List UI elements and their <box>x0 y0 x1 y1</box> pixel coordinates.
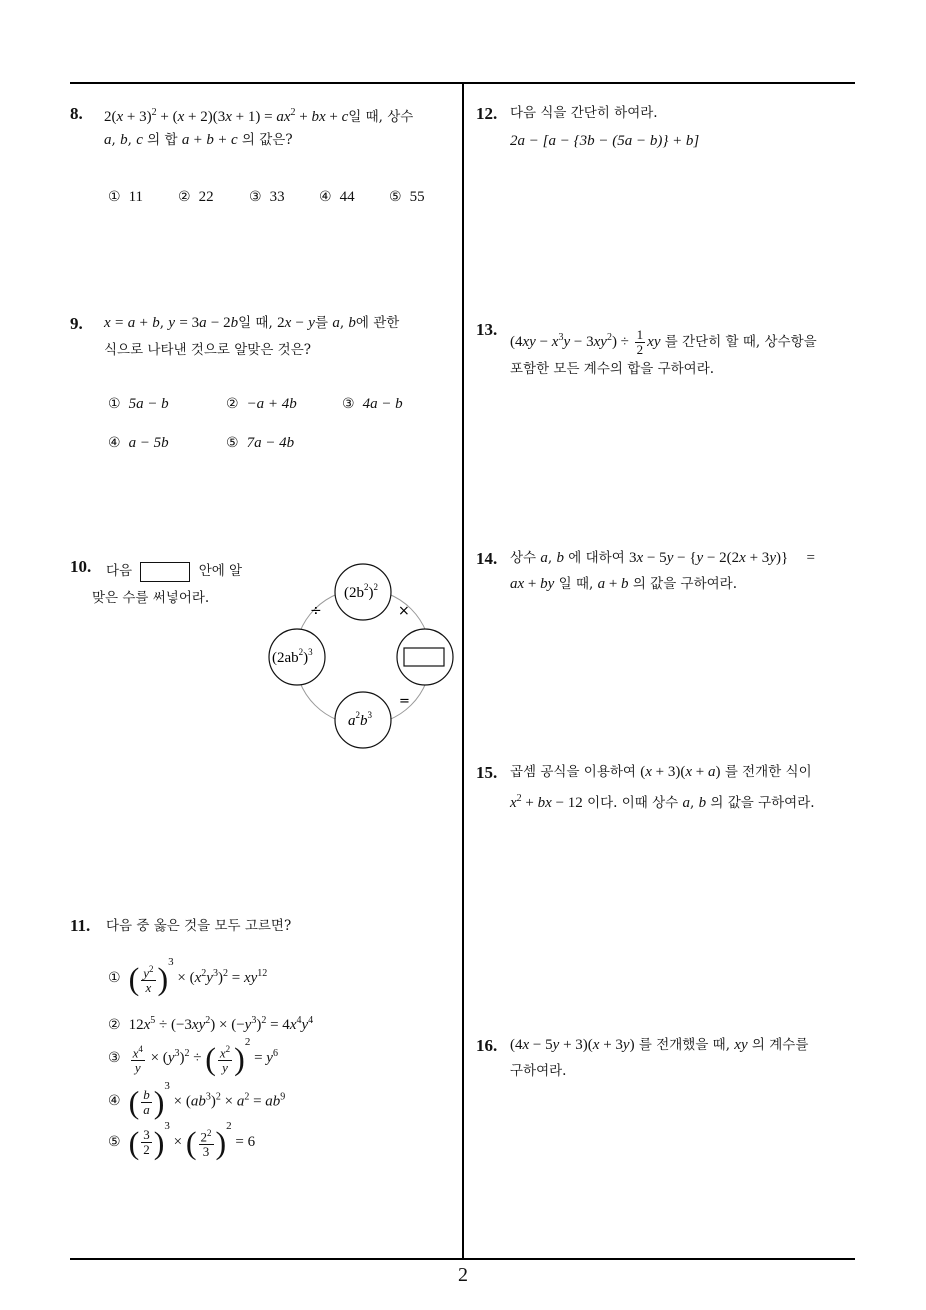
diagram-label-bottom: $a^2b^3$ <box>348 710 372 729</box>
question-text-line1: 곱셈 공식을 이용하여 (x + 3)(x + a) 를 전개한 식이 <box>510 764 812 780</box>
choice-3[interactable]: ③ $\frac{x^4}{y}$ × $(y^3)^2$ ÷ ( $\frac{x^2}{y}$ )$^2 = y^6$ <box>108 1036 278 1077</box>
question-number: 8. <box>70 104 83 123</box>
question-text: 다음 중 옳은 것을 모두 고르면? <box>106 918 292 934</box>
question-text-line1: x = a + b, y = 3a − 2b일 때, 2x − y를 a, b에 관한 <box>104 315 400 331</box>
question-number: 12. <box>476 104 498 123</box>
answer-box[interactable] <box>140 562 190 582</box>
diagram-answer-box[interactable] <box>404 648 444 666</box>
bottom-rule <box>70 1258 855 1260</box>
question-text-line1: (4x − 5y + 3)(x + 3y) 를 전개했을 때, xy 의 계수를 <box>510 1037 809 1053</box>
choice-2[interactable]: ② $12x^5 \div (-3xy^2) \times (-y^3)^2 = 4x^4y^4$ <box>108 1015 314 1033</box>
choice-2[interactable]: ② 22 <box>178 189 214 205</box>
diagram-label-left: $(2ab^2)^3$ <box>272 647 313 666</box>
choice-4[interactable]: ④ ( $\frac{b}{a}$ )$^3 \times (ab^3)^2 \times a^2 = ab^9$ <box>108 1080 286 1120</box>
cycle-diagram <box>262 560 462 750</box>
choice-4[interactable]: ④ 44 <box>319 189 355 205</box>
question-text-line1: $2(x + 3)^2 + (x + 2)(3x + 1) = ax^2$ + bx + c일 때, 상수 <box>104 107 414 125</box>
choice-1[interactable]: ① ( $\frac{y^2}{x}$ )$^3 \times (x^2y^3)^2 = xy^{12}$ <box>108 956 268 997</box>
question-text-line2: 구하여라. <box>510 1063 567 1079</box>
question-number: 9. <box>70 314 83 333</box>
choice-3[interactable]: ③ 4a − b <box>342 396 403 412</box>
question-text-line2: ax + by 일 때, a + b 의 값을 구하여라. <box>510 576 738 592</box>
multiply-operator: × <box>398 603 410 619</box>
question-text-line2: 포함한 모든 계수의 합을 구하여라. <box>510 361 715 377</box>
choice-1[interactable]: ① 5a − b <box>108 396 169 412</box>
choice-1[interactable]: ① 11 <box>108 189 144 205</box>
question-text: 다음 식을 간단히 하여라. <box>510 105 658 121</box>
page-number: 2 <box>458 1264 468 1286</box>
choice-4[interactable]: ④ a − 5b <box>108 435 169 451</box>
choice-5[interactable]: ⑤ 7a − 4b <box>226 435 295 451</box>
question-number: 15. <box>476 763 498 782</box>
question-text-line2: a, b, c 의 합 a + b + c 의 값은? <box>104 132 293 148</box>
question-number: 16. <box>476 1036 498 1055</box>
question-text-line1: 상수 a, b 에 대하여 3x − 5y − {y − 2(2x + 3y)} = <box>510 550 815 566</box>
choice-2[interactable]: ② −a + 4b <box>226 396 297 412</box>
question-text-line1: $(4xy - x^3y - 3xy^2)$ ÷ $\frac{1}{2}$ xy 를 간단히 할 때, 상수항을 <box>510 327 817 357</box>
question-text-line1: 다음 안에 알 <box>106 558 242 584</box>
question-expression: 2a − [a − {3b − (5a − b)} + b] <box>510 133 700 149</box>
question-text-line2: 식으로 나타낸 것으로 알맞은 것은? <box>104 342 311 358</box>
divide-operator: ÷ <box>310 603 322 619</box>
question-text-line2: 맞은 수를 써넣어라. <box>92 590 210 606</box>
equals-operator: = <box>399 694 410 709</box>
diagram-label-top: $(2b^2)^2$ <box>344 582 378 601</box>
question-number: 13. <box>476 320 498 339</box>
column-divider <box>462 82 464 1259</box>
question-number: 14. <box>476 549 498 568</box>
question-text-line2: $x^2$ + bx − 12 이다. 이때 상수 a, b 의 값을 구하여라. <box>510 793 815 811</box>
choice-5[interactable]: ⑤ 55 <box>389 189 425 205</box>
choice-3[interactable]: ③ 33 <box>249 189 285 205</box>
choice-5[interactable]: ⑤ ( $\frac{3}{2}$ )$^3$ × ( $\frac{2^2}{3}$ )$^2$ = 6 <box>108 1120 256 1161</box>
question-number: 10. <box>70 557 92 576</box>
question-number: 11. <box>70 916 91 935</box>
